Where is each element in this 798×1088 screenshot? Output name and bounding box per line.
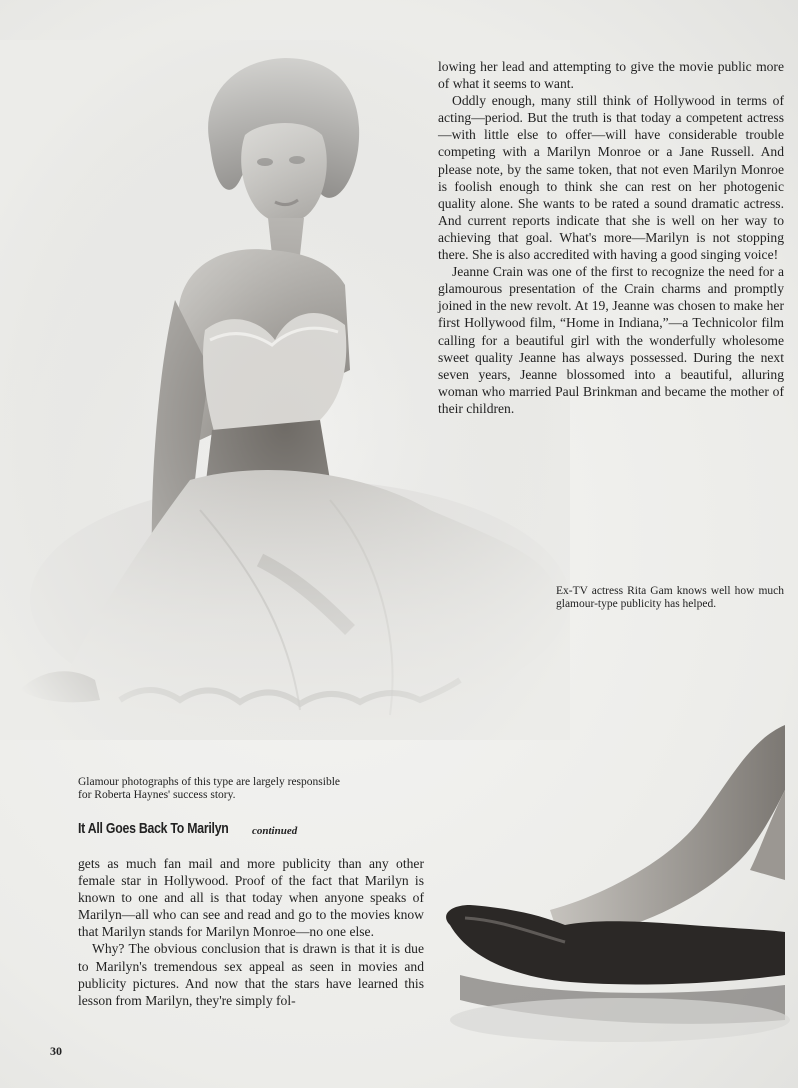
paragraph: Why? The obvious conclusion that is drawn is that it is due to Marilyn's tremendous sex appeal as seen in movies and publicity pictures. And now that the stars have learned this lesson from Marilyn, they're simply fol- xyxy=(78,941,424,1008)
article-column-left xyxy=(78,855,424,1009)
page-number: 30 xyxy=(50,1044,62,1058)
photo-caption-roberta-haynes: Glamour photographs of this type are largely responsible for Roberta Haynes' success story. xyxy=(78,776,340,801)
paragraph: gets as much fan mail and more publicity than any other female star in Hollywood. Proof of the fact that Marilyn is known to one and all is that today when anyone speaks of Marilyn—all who can see and read and go to the movies know that Marilyn stands for Marilyn Monroe—no one else. xyxy=(78,856,424,940)
paragraph: Jeanne Crain was one of the first to recognize the need for a glamourous presentation of the Crain charms and promptly joined in the new revolt. At 19, Jeanne was chosen to make her first Hollywood film, “Home in Indiana,”—a Technicolor film calling for a beautiful girl with the wonderfully wholesome sweet quality Jeanne has always possessed. During the next seven years, Jeanne blossomed into a beautiful, alluring woman who married Paul Brinkman and became the mother of their children. xyxy=(438,264,784,416)
paragraph: lowing her lead and attempting to give the movie public more of what it seems to want. xyxy=(438,59,784,92)
article-column-right xyxy=(438,58,784,417)
legs-photo xyxy=(430,720,790,1060)
photo-caption-rita-gam: Ex-TV actress Rita Gam knows well how much glamour-type publicity has helped. xyxy=(556,585,784,610)
heading-title: It All Goes Back To Marilyn xyxy=(78,820,229,837)
article-heading xyxy=(78,820,438,838)
paragraph: Oddly enough, many still think of Hollywood in terms of acting—period. But the truth is that today a competent actress—with little else to offer—will have considerable trouble competing with a Marilyn Monroe or a Jane Russell. And please note, by the same token, that not even Marilyn Monroe is foolish enough to think she can rest on her photogenic quality alone. She wants to be rated a sound dramatic actress. And current reports indicate that she is well on her way to achieving that goal. What's more—Marilyn is not stopping there. She is also accredited with having a good singing voice! xyxy=(438,93,784,263)
continued-label: continued xyxy=(252,825,298,837)
